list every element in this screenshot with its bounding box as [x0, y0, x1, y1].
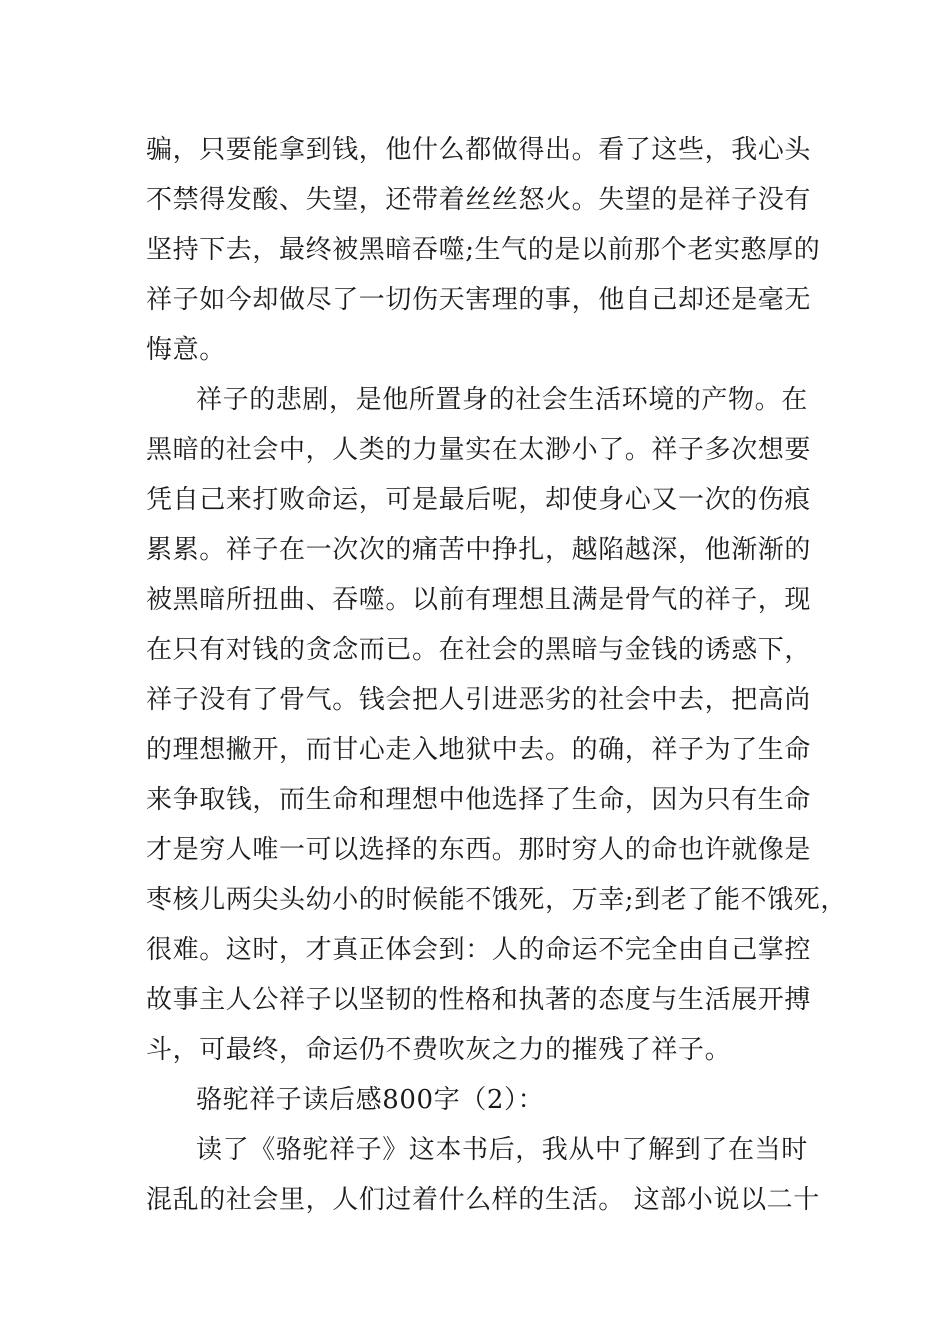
text-line: 混乱的社会里，人们过着什么样的生活。 这部小说以二十: [146, 1185, 820, 1215]
section-heading: 骆驼祥子读后感800字（2）：: [196, 1085, 545, 1115]
text-line: 骗，只要能拿到钱，他什么都做得出。看了这些，我心头: [146, 135, 812, 165]
text-line: 枣核儿两尖头幼小的时候能不饿死，万幸;到老了能不饿死，: [146, 885, 847, 915]
text-line: 很难。这时，才真正体会到：人的命运不完全由自己掌控: [146, 935, 812, 965]
text-line: 被黑暗所扭曲、吞噬。以前有理想且满是骨气的祥子，现: [146, 585, 812, 615]
text-line: 才是穷人唯一可以选择的东西。那时穷人的命也许就像是: [146, 835, 812, 865]
text-line: 斗，可最终，命运仍不费吹灰之力的摧残了祥子。: [146, 1035, 732, 1065]
text-line: 悔意。: [146, 335, 226, 365]
paragraph-first-line: 读了《骆驼祥子》这本书后，我从中了解到了在当时: [196, 1135, 808, 1165]
text-line: 在只有对钱的贪念而已。在社会的黑暗与金钱的诱惑下，: [146, 635, 812, 665]
text-line: 来争取钱，而生命和理想中他选择了生命，因为只有生命: [146, 785, 812, 815]
text-line: 黑暗的社会中，人类的力量实在太渺小了。祥子多次想要: [146, 435, 812, 465]
text-line: 坚持下去，最终被黑暗吞噬;生气的是以前那个老实憨厚的: [146, 235, 821, 265]
text-line: 不禁得发酸、失望，还带着丝丝怒火。失望的是祥子没有: [146, 185, 812, 215]
text-line: 祥子如今却做尽了一切伤天害理的事，他自己却还是毫无: [146, 285, 812, 315]
text-line: 累累。祥子在一次次的痛苦中挣扎，越陷越深，他渐渐的: [146, 535, 812, 565]
text-line: 凭自己来打败命运，可是最后呢，却使身心又一次的伤痕: [146, 485, 812, 515]
text-line: 祥子没有了骨气。钱会把人引进恶劣的社会中去，把高尚: [146, 685, 812, 715]
paragraph-first-line: 祥子的悲剧，是他所置身的社会生活环境的产物。在: [196, 385, 808, 415]
text-line: 故事主人公祥子以坚韧的性格和执著的态度与生活展开搏: [146, 985, 812, 1015]
text-line: 的理想撇开，而甘心走入地狱中去。的确，祥子为了生命: [146, 735, 812, 765]
